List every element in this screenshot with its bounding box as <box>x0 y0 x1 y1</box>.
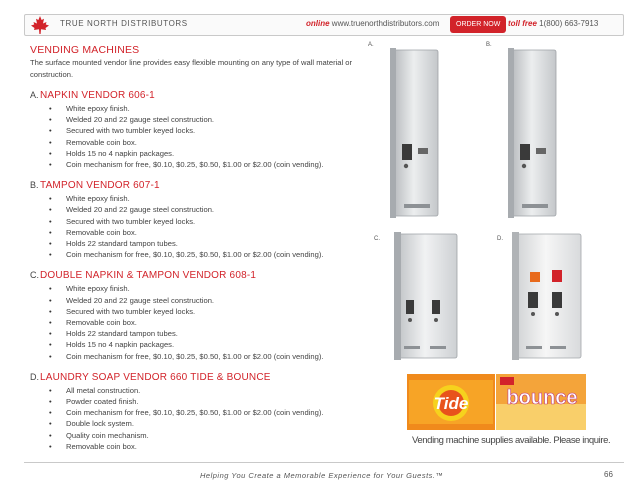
image-label-a: A. <box>368 42 374 48</box>
footer-divider <box>24 462 624 463</box>
tide-logo-text: Tide <box>433 394 469 413</box>
feature-item: • Double lock system. <box>30 418 360 429</box>
feature-item: • Removable coin box. <box>30 441 360 452</box>
feature-item: • Welded 20 and 22 gauge steel construction. <box>30 114 360 125</box>
company-name: TRUE NORTH DISTRIBUTORS <box>60 19 188 28</box>
feature-item: • White epoxy finish. <box>30 193 360 204</box>
feature-item: • Removable coin box. <box>30 137 360 148</box>
feature-item: • Holds 15 no 4 napkin packages. <box>30 339 360 350</box>
product-section <box>30 270 360 361</box>
product-list <box>30 44 360 452</box>
image-label-c: C. <box>374 236 380 242</box>
feature-list <box>30 193 360 260</box>
feature-item: • Holds 22 standard tampon tubes. <box>30 328 360 339</box>
product-name: TAMPON VENDOR 607-1 <box>40 180 160 192</box>
feature-item: • Removable coin box. <box>30 227 360 238</box>
order-now-button[interactable]: ORDER NOW <box>450 16 506 33</box>
feature-item: • Welded 20 and 22 gauge steel construction. <box>30 204 360 215</box>
double-vendor-image <box>394 232 460 360</box>
product-section <box>30 180 360 260</box>
image-label-d: D. <box>497 236 503 242</box>
product-letter: C. <box>30 270 39 281</box>
napkin-vendor-image <box>390 48 442 218</box>
tampon-vendor-image <box>508 48 560 218</box>
online-label: online <box>306 19 330 28</box>
bounce-box-image <box>496 374 586 430</box>
feature-item: • Powder coated finish. <box>30 396 360 407</box>
section-title: VENDING MACHINES <box>30 44 140 56</box>
footer-tagline: Helping You Create a Memorable Experience for Your Guests.™ <box>200 471 444 480</box>
feature-item: • Holds 22 standard tampon tubes. <box>30 238 360 249</box>
page-header <box>0 0 638 42</box>
feature-item: • Coin mechanism for free, $0.10, $0.25, $0.50, $1.00 or $2.00 (coin vending). <box>30 351 360 362</box>
tollfree-label: toll free <box>508 19 537 28</box>
feature-item: • Removable coin box. <box>30 317 360 328</box>
product-letter: A. <box>30 90 39 100</box>
feature-item: • Welded 20 and 22 gauge steel construction. <box>30 295 360 306</box>
product-name: LAUNDRY SOAP VENDOR 660 TIDE & BOUNCE <box>40 371 271 383</box>
feature-item: • Coin mechanism for free, $0.10, $0.25, $0.50, $1.00 or $2.00 (coin vending). <box>30 249 360 260</box>
online-link[interactable] <box>306 19 439 28</box>
feature-item: • Coin mechanism for free, $0.10, $0.25, $0.50, $1.00 or $2.00 (coin vending). <box>30 407 360 418</box>
tollfree-number[interactable]: 1(800) 663-7913 <box>539 19 599 28</box>
tollfree-info <box>508 19 598 28</box>
product-heading <box>30 180 360 191</box>
product-name: NAPKIN VENDOR 606-1 <box>40 90 155 101</box>
product-heading <box>30 372 360 383</box>
product-section <box>30 90 360 170</box>
tide-box-image <box>407 374 495 430</box>
laundry-vendor-image <box>512 232 584 360</box>
feature-item: • White epoxy finish. <box>30 103 360 114</box>
product-heading <box>30 270 360 281</box>
feature-item: • Secured with two tumbler keyed locks. <box>30 125 360 136</box>
feature-item: • Coin mechanism for free, $0.10, $0.25, $0.50, $1.00 or $2.00 (coin vending). <box>30 159 360 170</box>
feature-item: • Secured with two tumbler keyed locks. <box>30 216 360 227</box>
supplies-caption: Vending machine supplies available. Please inquire. <box>412 435 611 446</box>
page-number: 66 <box>604 470 613 479</box>
feature-list <box>30 385 360 452</box>
product-name: DOUBLE NAPKIN & TAMPON VENDOR 608-1 <box>40 270 257 282</box>
product-section <box>30 372 360 452</box>
feature-list <box>30 103 360 170</box>
bounce-logo-text: bounce <box>506 387 578 409</box>
product-letter: D. <box>30 371 39 382</box>
feature-item: • All metal construction. <box>30 385 360 396</box>
feature-list <box>30 283 360 361</box>
product-heading <box>30 90 360 101</box>
website-url[interactable]: www.truenorthdistributors.com <box>331 19 440 28</box>
maple-leaf-icon <box>30 15 50 35</box>
feature-item: • White epoxy finish. <box>30 283 360 294</box>
section-intro: The surface mounted vendor line provides easy flexible mounting on any type of wall material or construction. <box>30 58 353 79</box>
image-label-b: B. <box>486 42 492 48</box>
product-letter: B. <box>30 180 39 191</box>
feature-item: • Quality coin mechanism. <box>30 430 360 441</box>
feature-item: • Holds 15 no 4 napkin packages. <box>30 148 360 159</box>
feature-item: • Secured with two tumbler keyed locks. <box>30 306 360 317</box>
